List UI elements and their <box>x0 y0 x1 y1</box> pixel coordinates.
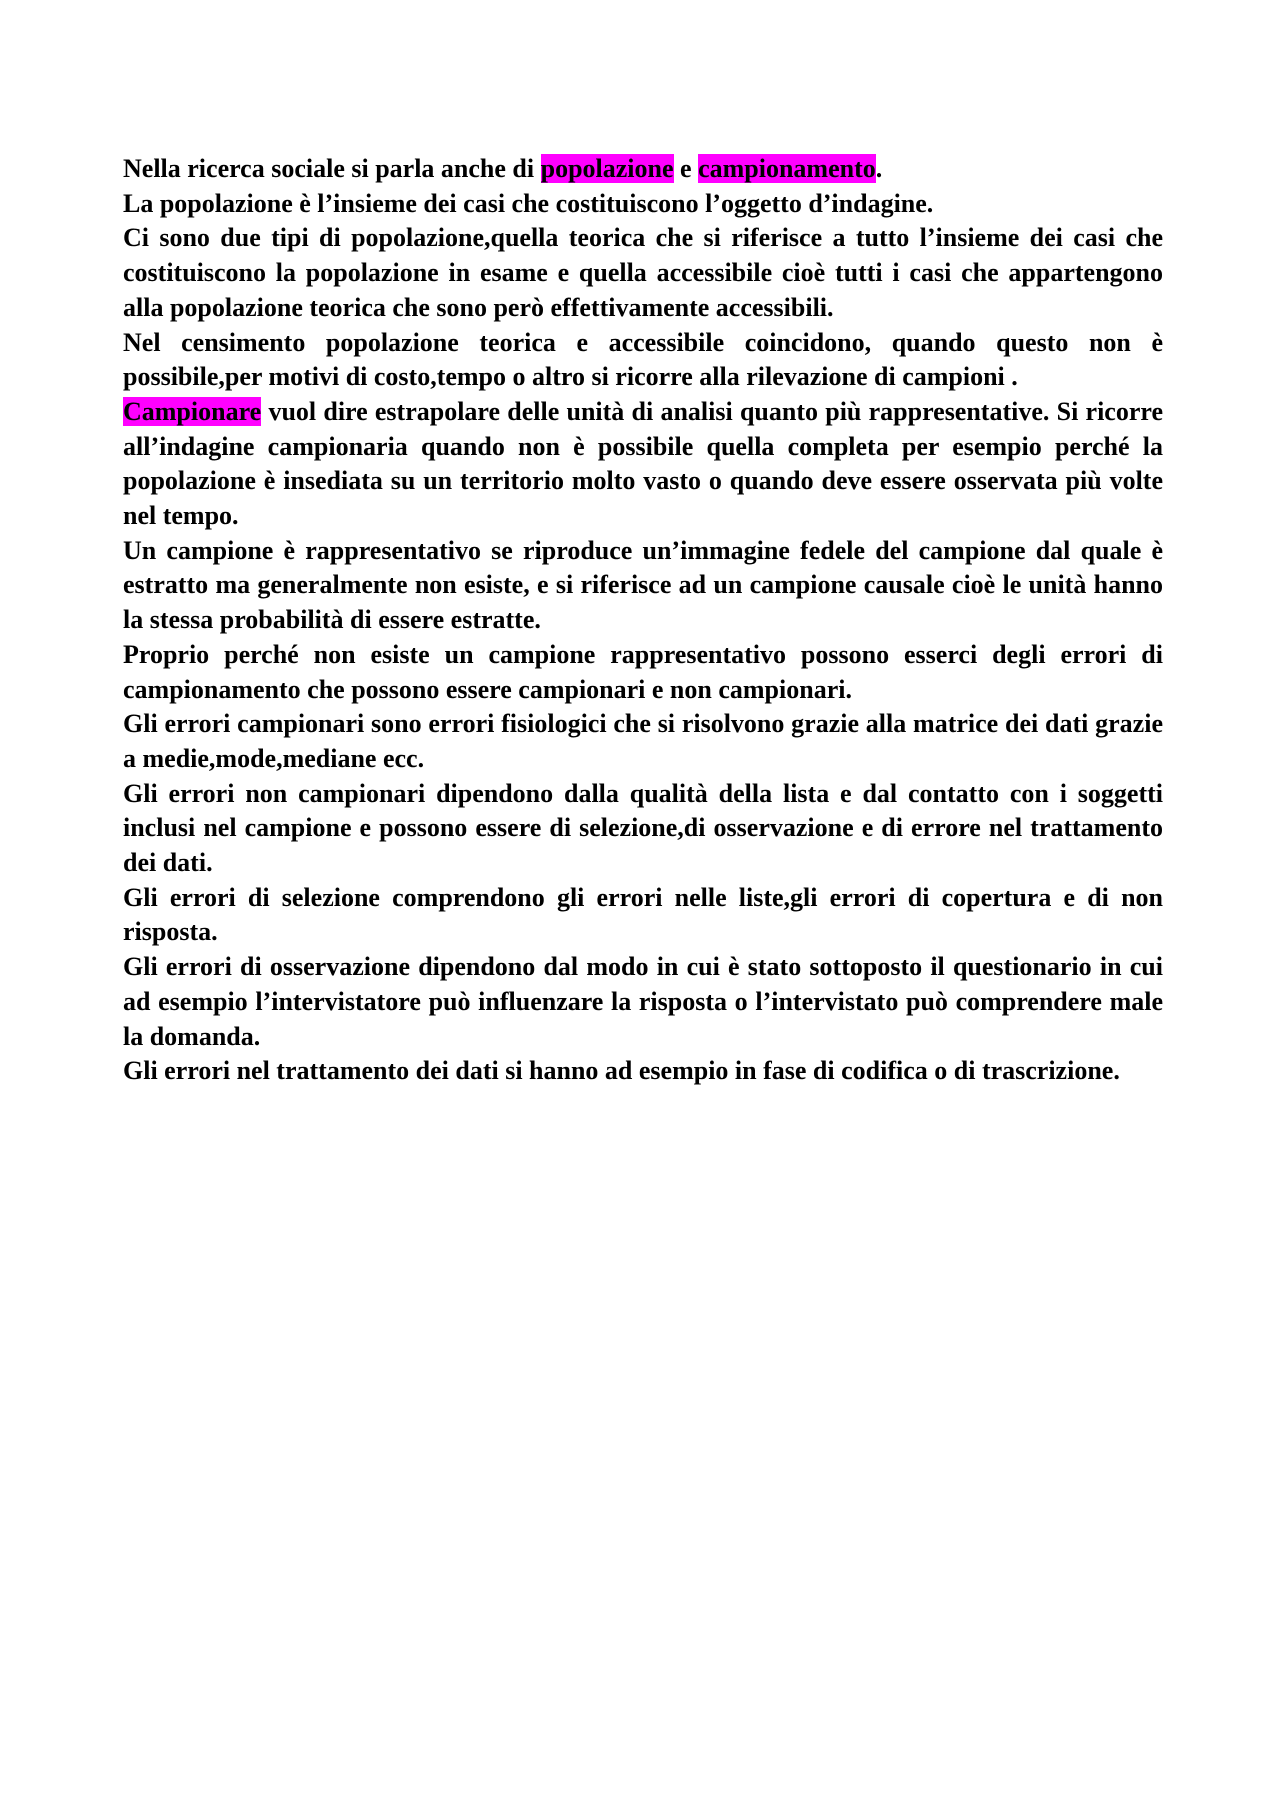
paragraph <box>123 1054 1163 1089</box>
paragraph <box>123 187 1163 222</box>
highlighted-term: campionamento <box>698 154 876 183</box>
paragraph <box>123 221 1163 325</box>
paragraph <box>123 881 1163 950</box>
paragraph-text: Gli errori nel trattamento dei dati si hanno ad esempio in fase di codifica o di trascrizione. <box>123 1056 1120 1086</box>
highlighted-term: popolazione <box>540 154 674 183</box>
paragraph-text: Gli errori di selezione comprendono gli errori nelle liste,gli errori di copertura e di non risposta. <box>123 882 1163 947</box>
paragraph-text: vuol dire estrapolare delle unità di analisi quanto più rappresentative. Si ricorre all’indagine campionaria quando non è possibile quella completa per esempio perché la popolazione è insediata su un territorio molto vasto o quando deve essere osservata più volte nel tempo. <box>123 396 1163 531</box>
paragraph <box>123 638 1163 707</box>
paragraph-text: Gli errori di osservazione dipendono dal modo in cui è stato sottoposto il questionario in cui ad esempio l’intervistatore può influenzare la risposta o l’intervistato può comprendere male la domanda. <box>123 952 1163 1051</box>
paragraph <box>123 534 1163 638</box>
paragraph-text: La popolazione è l’insieme dei casi che costituiscono l’oggetto d’indagine. <box>123 188 934 218</box>
paragraph-text: Un campione è rappresentativo se riproduce un’immagine fedele del campione dal quale è estratto ma generalmente non esiste, e si riferisce ad un campione causale cioè le unità hanno la stessa probabilità di essere estratte. <box>123 535 1163 635</box>
paragraph-text: Proprio perché non esiste un campione rappresentativo possono esserci degli errori di campionamento che possono essere campionari e non campionari. <box>123 639 1163 704</box>
highlighted-term: Campionare <box>123 396 262 426</box>
paragraph <box>123 777 1163 881</box>
document-body <box>123 152 1163 1089</box>
paragraph <box>123 395 1163 534</box>
paragraph-text: Gli errori non campionari dipendono dalla qualità della lista e dal contatto con i soggetti inclusi nel campione e possono essere di selezione,di osservazione e di errore nel trattamento dei dati. <box>123 778 1163 878</box>
paragraph-text: Nel censimento popolazione teorica e accessibile coincidono, quando questo non è possibile,per motivi di costo,tempo o altro si ricorre alla rilevazione di campioni . <box>123 327 1163 392</box>
paragraph-text: Nella ricerca sociale si parla anche di <box>123 154 541 183</box>
paragraph-text: Ci sono due tipi di popolazione,quella teorica che si riferisce a tutto l’insieme dei casi che costituiscono la popolazione in esame e quella accessibile cioè tutti i casi che appartengono alla popolazione teorica che sono però effettivamente accessibili. <box>123 223 1163 322</box>
paragraph <box>123 326 1163 395</box>
paragraph <box>123 707 1163 776</box>
paragraph <box>123 152 1163 187</box>
paragraph-text: Gli errori campionari sono errori fisiologici che si risolvono grazie alla matrice dei dati grazie a medie,mode,mediane ecc. <box>123 709 1163 773</box>
paragraph-text: e <box>673 154 699 183</box>
paragraph-text: . <box>875 154 883 183</box>
paragraph <box>123 950 1163 1054</box>
